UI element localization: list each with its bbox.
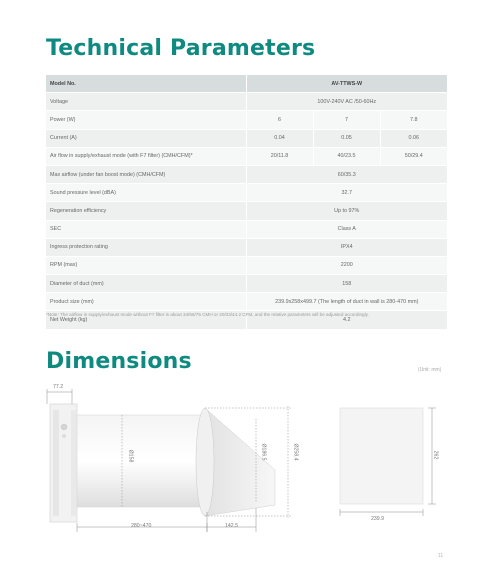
row-value: 32.7	[246, 184, 447, 202]
row-value: 0.05	[313, 129, 380, 147]
row-value: 0.06	[380, 129, 447, 147]
unit-label: (Unit: mm)	[418, 367, 442, 373]
dim-duct-length: 280~470	[131, 523, 152, 529]
row-value: 2200	[246, 256, 447, 274]
dim-duct-diameter: Ø158	[127, 449, 134, 463]
row-value: 0.04	[246, 129, 313, 147]
dim-panel-height: 262	[432, 450, 439, 460]
row-label: Regeneration efficiency	[46, 202, 246, 220]
row-value: 50/29.4	[380, 147, 447, 165]
outdoor-hood	[196, 408, 275, 516]
row-value: 20/11.8	[246, 147, 313, 165]
table-header-label: Model No.	[46, 75, 246, 93]
dim-hood-inner-diameter: Ø186.5	[260, 443, 267, 461]
row-label: Max airflow (under fan boost mode) (CMH/CFM)	[46, 165, 246, 183]
dim-hood-outer-diameter: Ø258.4	[292, 443, 299, 461]
row-value: 40/23.5	[313, 147, 380, 165]
row-value: 6	[246, 111, 313, 129]
duct-cylinder	[77, 415, 215, 507]
indoor-panel	[50, 404, 77, 522]
dim-width-top: 77.2	[53, 384, 64, 390]
table-header-model: AV-TTWS-W	[246, 75, 447, 93]
row-value: 4.2	[246, 311, 447, 329]
row-label: RPM (max)	[46, 256, 246, 274]
dim-panel-width: 239.9	[371, 516, 384, 522]
row-label: Sound pressure level (dBA)	[46, 184, 246, 202]
row-value: 7.8	[380, 111, 447, 129]
row-label: Voltage	[46, 93, 246, 111]
row-value: IPX4	[246, 238, 447, 256]
front-view-panel	[340, 408, 439, 516]
section-title-technical-parameters: Technical Parameters	[46, 36, 316, 61]
section-title-dimensions: Dimensions	[46, 349, 192, 374]
row-value: 100V-240V AC /50-60Hz	[246, 93, 447, 111]
row-value: 60/35.3	[246, 165, 447, 183]
row-label: Power (W)	[46, 111, 246, 129]
page-number: 11	[438, 553, 444, 559]
row-label: Product size (mm)	[46, 293, 246, 311]
row-label: SEC	[46, 220, 246, 238]
row-label: Ingress protection rating	[46, 238, 246, 256]
row-value: 7	[313, 111, 380, 129]
row-label: Net Weight (kg)	[46, 311, 246, 329]
row-label: Air flow in supply/exhaust mode (with F7 filter) (CMH/CFM)*	[46, 147, 246, 165]
row-label: Current (A)	[46, 129, 246, 147]
row-value: 239.9x258x499.7 (The length of duct in wall is 280-470 mm)	[246, 293, 447, 311]
dim-hood-length: 142.5	[225, 523, 238, 529]
table-footnote: *Note: The airflow in supply/exhaust mode without F7 filter is about 34/56/75 CMH or 20/33/44.2 CFM, and the relative parameters will be adjusted accordingly.	[46, 312, 369, 317]
row-value: Up to 97%	[246, 202, 447, 220]
row-value: 158	[246, 275, 447, 293]
row-value: Class A	[246, 220, 447, 238]
row-label: Diameter of duct (mm)	[46, 275, 246, 293]
